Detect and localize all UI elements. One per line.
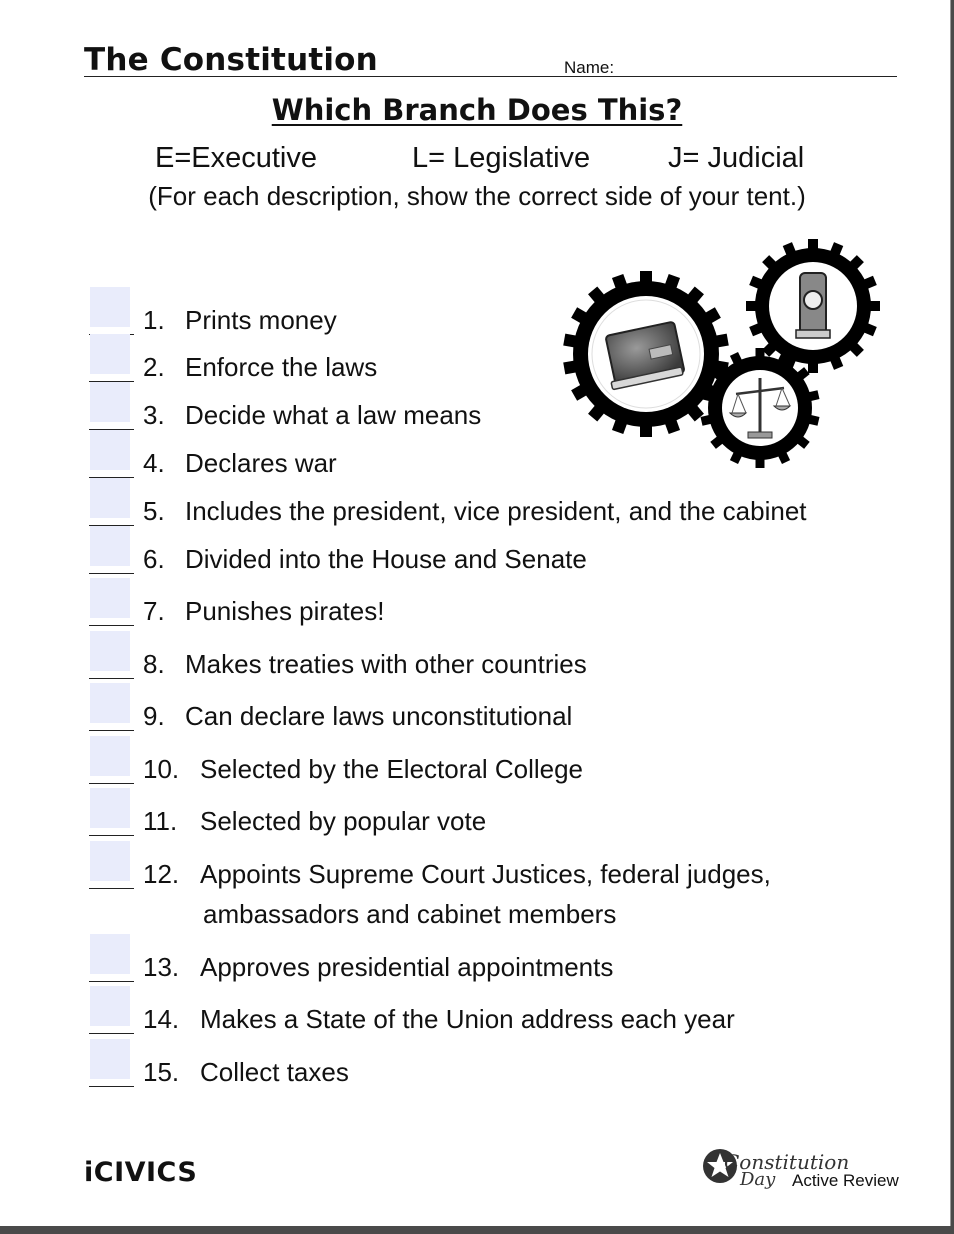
question-number: 7. bbox=[143, 596, 165, 626]
answer-blank[interactable] bbox=[89, 287, 133, 333]
answer-box[interactable] bbox=[90, 430, 130, 470]
question-number: 8. bbox=[143, 649, 165, 679]
answer-box[interactable] bbox=[90, 578, 130, 618]
question-number: 15. bbox=[143, 1057, 180, 1087]
instructions: (For each description, show the correct side of your tent.) bbox=[148, 181, 806, 211]
question-text: Divided into the House and Senate bbox=[185, 544, 587, 574]
answer-box[interactable] bbox=[90, 631, 130, 671]
question-text: Includes the president, vice president, and the cabinet bbox=[185, 496, 807, 526]
answer-blank[interactable] bbox=[89, 934, 133, 980]
question-text: Enforce the laws bbox=[185, 352, 378, 382]
active-review-label: Active Review bbox=[792, 1171, 899, 1190]
answer-blank[interactable] bbox=[89, 430, 133, 476]
answer-box[interactable] bbox=[90, 736, 130, 776]
key-legislative: L= Legislative bbox=[412, 142, 591, 174]
answer-line bbox=[89, 888, 134, 889]
answer-box[interactable] bbox=[90, 788, 130, 828]
answer-box[interactable] bbox=[90, 841, 130, 881]
gears-illustration-icon bbox=[560, 238, 890, 468]
question-text: Approves presidential appointments bbox=[200, 952, 614, 982]
answer-box[interactable] bbox=[90, 934, 130, 974]
worksheet-subtitle: Which Branch Does This? bbox=[271, 93, 683, 127]
page-title: The Constitution bbox=[84, 42, 378, 78]
question-number: 5. bbox=[143, 496, 165, 526]
answer-box[interactable] bbox=[90, 526, 130, 566]
question-number: 11. bbox=[143, 806, 178, 836]
name-line bbox=[84, 76, 897, 77]
question-number: 12. bbox=[143, 859, 180, 889]
answer-line bbox=[89, 835, 134, 836]
answer-blank[interactable] bbox=[89, 578, 133, 624]
answer-line bbox=[89, 783, 134, 784]
icivics-logo: iCIVICS bbox=[84, 1157, 198, 1188]
answer-blank[interactable] bbox=[89, 986, 133, 1032]
question-text: Selected by popular vote bbox=[200, 806, 487, 836]
question-text: Can declare laws unconstitutional bbox=[185, 701, 573, 731]
key-judicial: J= Judicial bbox=[668, 142, 805, 174]
answer-box[interactable] bbox=[90, 478, 130, 518]
question-text: Selected by the Electoral College bbox=[200, 754, 584, 784]
answer-blank[interactable] bbox=[89, 683, 133, 729]
question-number: 9. bbox=[143, 701, 165, 731]
question-text-continued: ambassadors and cabinet members bbox=[203, 899, 617, 929]
answer-blank[interactable] bbox=[89, 788, 133, 834]
question-number: 10. bbox=[143, 754, 180, 784]
answer-blank[interactable] bbox=[89, 478, 133, 524]
question-text: Makes treaties with other countries bbox=[185, 649, 587, 679]
answer-blank[interactable] bbox=[89, 736, 133, 782]
answer-box[interactable] bbox=[90, 986, 130, 1026]
answer-box[interactable] bbox=[90, 382, 130, 422]
answer-box[interactable] bbox=[90, 1039, 130, 1079]
answer-line bbox=[89, 625, 134, 626]
question-text: Punishes pirates! bbox=[185, 596, 385, 626]
key-executive: E=Executive bbox=[155, 142, 318, 174]
answer-line bbox=[89, 1033, 134, 1034]
question-number: 2. bbox=[143, 352, 165, 382]
answer-line bbox=[89, 1086, 134, 1087]
question-number: 14. bbox=[143, 1004, 180, 1034]
question-number: 3. bbox=[143, 400, 165, 430]
answer-box[interactable] bbox=[90, 334, 130, 374]
name-label: Name: bbox=[564, 58, 615, 77]
answer-blank[interactable] bbox=[89, 1039, 133, 1085]
answer-blank[interactable] bbox=[89, 334, 133, 380]
answer-line bbox=[89, 678, 134, 679]
answer-box[interactable] bbox=[90, 683, 130, 723]
question-text: Prints money bbox=[185, 305, 337, 335]
book-gear-icon bbox=[563, 271, 729, 437]
question-number: 1. bbox=[143, 305, 165, 335]
answer-box[interactable] bbox=[90, 287, 130, 327]
answer-blank[interactable] bbox=[89, 841, 133, 887]
question-text: Appoints Supreme Court Justices, federal judges, bbox=[200, 859, 771, 889]
answer-blank[interactable] bbox=[89, 526, 133, 572]
question-number: 4. bbox=[143, 448, 165, 478]
answer-line bbox=[89, 981, 134, 982]
answer-blank[interactable] bbox=[89, 382, 133, 428]
constitution-day-logo-day: Day bbox=[740, 1169, 776, 1190]
answer-line bbox=[89, 730, 134, 731]
question-text: Collect taxes bbox=[200, 1057, 349, 1087]
constitution-day-logo-text: Constitution bbox=[724, 1150, 850, 1174]
question-number: 13. bbox=[143, 952, 180, 982]
constitution-day-logo bbox=[700, 1142, 900, 1192]
question-number: 6. bbox=[143, 544, 165, 574]
clock-gear-icon bbox=[746, 239, 880, 373]
answer-line bbox=[89, 573, 134, 574]
question-text: Declares war bbox=[185, 448, 337, 478]
question-text: Makes a State of the Union address each year bbox=[200, 1004, 735, 1034]
question-text: Decide what a law means bbox=[185, 400, 482, 430]
answer-blank[interactable] bbox=[89, 631, 133, 677]
